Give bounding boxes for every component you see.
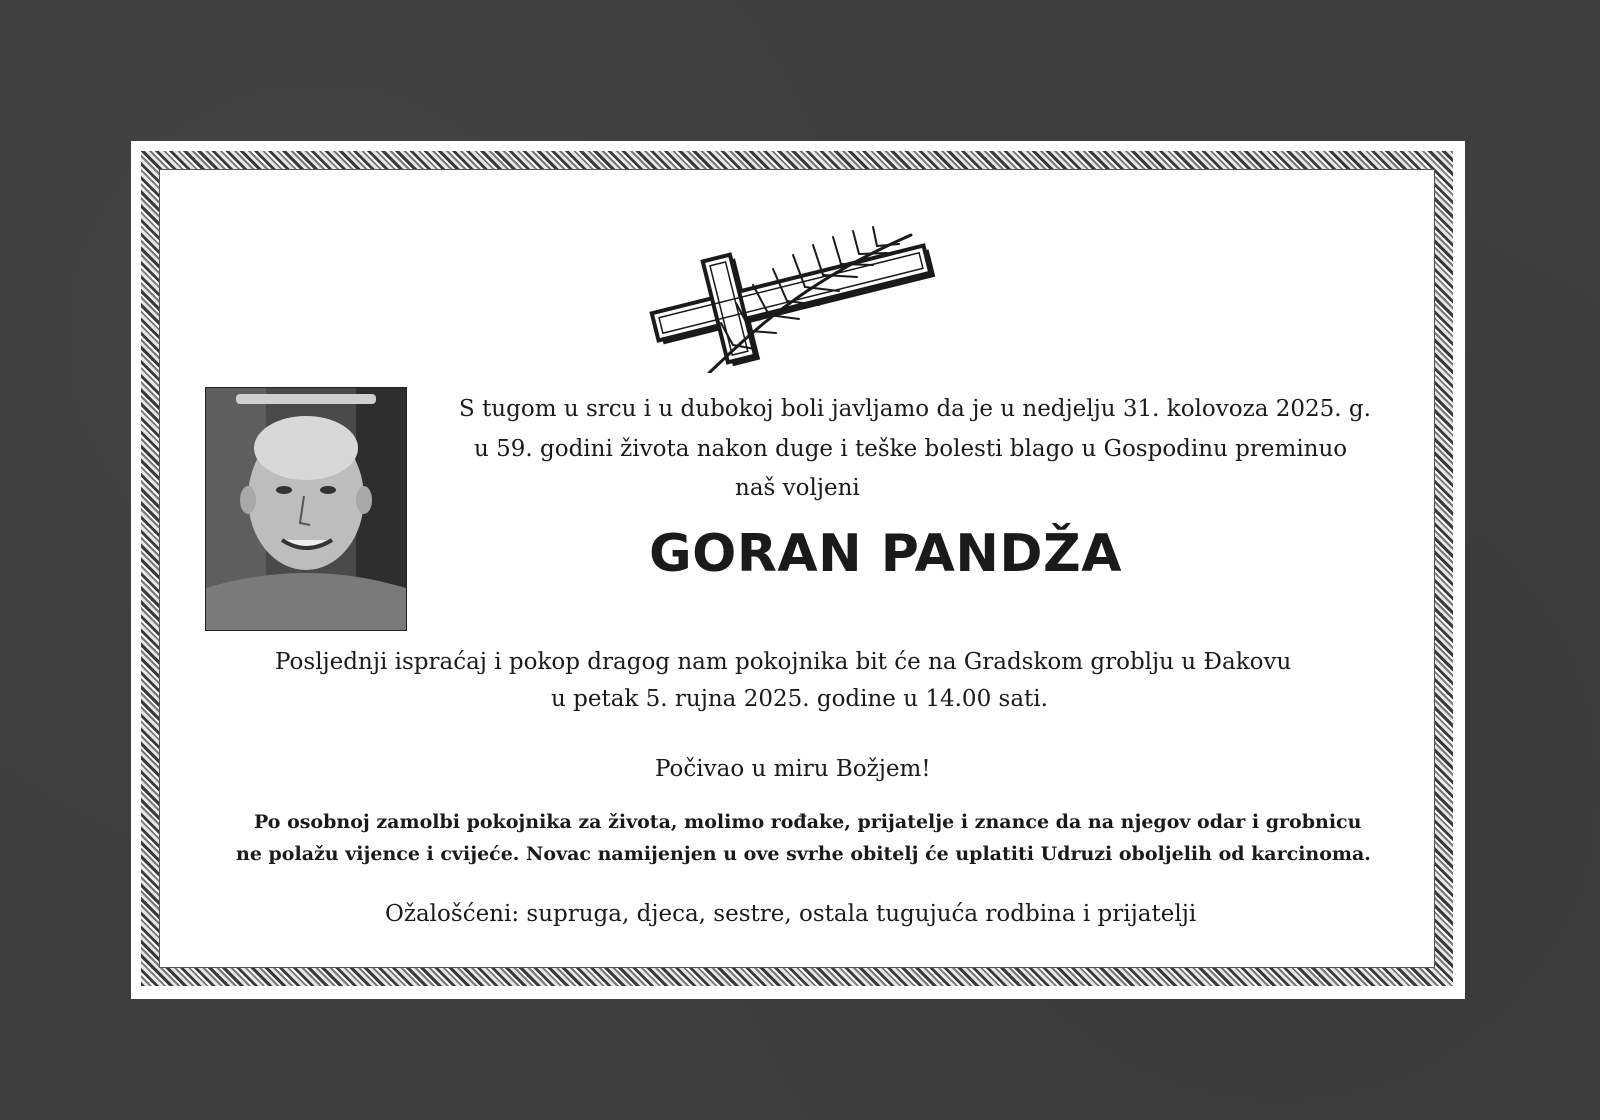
request-line-1: Po osobnoj zamolbi pokojnika za života, molimo rođake, prijatelje i znance da na njegov odar i grobnicu — [254, 811, 1362, 833]
request-line-2: ne polažu vijence i cvijeće. Novac namijenjen u ove svrhe obitelj će uplatiti Udruzi oboljelih od karcinoma. — [236, 843, 1371, 865]
intro-line-2: u 59. godini života nakon duge i teške bolesti blago u Gospodinu preminuo — [474, 436, 1348, 462]
cross-and-palm-icon — [641, 223, 941, 373]
funeral-line-2: u petak 5. rujna 2025. godine u 14.00 sati. — [551, 686, 1048, 712]
deceased-name: GORAN PANDŽA — [649, 524, 1123, 584]
obituary-sheet — [131, 141, 1465, 999]
intro-line-1: S tugom u srcu i u dubokoj boli javljamo da je u nedjelju 31. kolovoza 2025. g. — [459, 396, 1371, 422]
portrait-photo — [205, 387, 407, 631]
intro-line-3: naš voljeni — [735, 475, 860, 501]
mourners-line: Ožalošćeni: supruga, djeca, sestre, ostala tugujuća rodbina i prijatelji — [385, 901, 1197, 927]
funeral-line-1: Posljednji ispraćaj i pokop dragog nam pokojnika bit će na Gradskom groblju u Đakovu — [275, 649, 1292, 675]
rest-in-peace: Počivao u miru Božjem! — [655, 756, 931, 782]
